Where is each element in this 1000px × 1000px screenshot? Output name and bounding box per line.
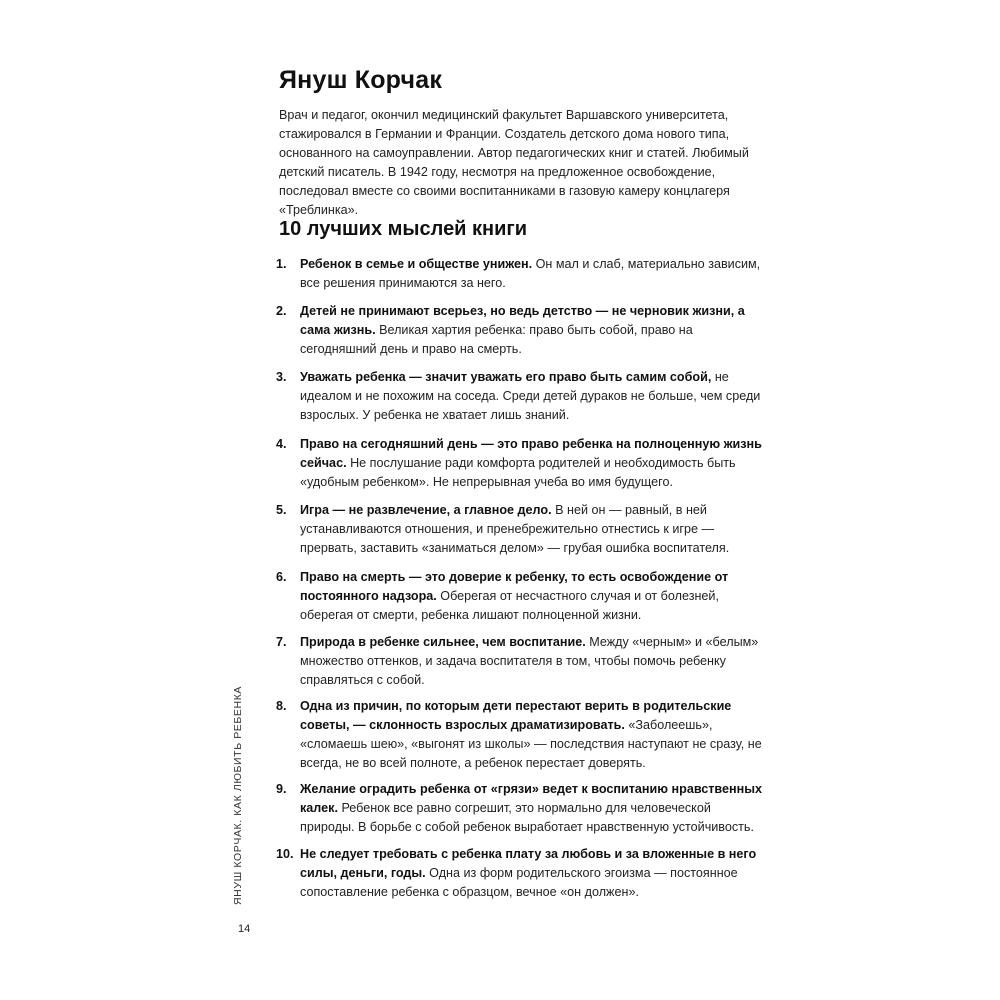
author-bio: Врач и педагог, окончил медицинский факультет Варшавского университета, стажировался в Германии и Франции. Создатель детского дома нового типа, основанного на самоуправлении. Автор педагогических книг и статей. Любимый детский писатель. В 1942 году, несмотря на предложенное освобождение, последовал вместе со своими воспитанниками в газовую камеру концлагеря «Треблинка».	[279, 108, 749, 217]
thought-text: Ребенок все равно согрешит, это нормально для человеческой природы. В борьбе с собой ребенок выработает нравственную устойчивость.	[300, 801, 754, 834]
thought-text: Великая хартия ребенка: право быть собой, право на сегодняшний день и право на смерть.	[300, 323, 693, 356]
thought-item	[276, 568, 766, 625]
thought-number: 1.	[276, 257, 287, 271]
thought-number: 10.	[276, 847, 294, 861]
thought-text: Одна из форм родительского эгоизма — постоянное сопоставление ребенка с образцом, вечное «он должен».	[300, 866, 738, 899]
thought-highlight: Уважать ребенка — значит уважать его право быть самим собой,	[300, 370, 712, 384]
author-name: Януш Корчак	[279, 66, 443, 94]
thought-number: 8.	[276, 699, 287, 713]
thought-number: 3.	[276, 370, 287, 384]
thought-text: Не послушание ради комфорта родителей и необходимость быть «удобным ребенком». Не непрерывная учеба во имя будущего.	[300, 456, 736, 489]
thought-number: 9.	[276, 782, 287, 796]
thought-text: не идеалом и не похожим на соседа. Среди детей дураков не больше, чем среди взрослых. У ребенка не хватает лишь знаний.	[300, 370, 761, 422]
thought-number: 6.	[276, 570, 287, 584]
thought-highlight: Желание оградить ребенка от «грязи» ведет к воспитанию нравственных калек.	[300, 782, 762, 815]
page-number: 14	[238, 923, 251, 935]
thought-highlight: Право на смерть — это доверие к ребенку, то есть освобождение от постоянного надзора.	[300, 570, 729, 603]
thought-text: Он мал и слаб, материально зависим, все решения принимаются за него.	[300, 257, 761, 290]
thought-item	[276, 780, 766, 837]
thought-highlight: Одна из причин, по которым дети перестают верить в родительские советы, — склонность взрослых драматизировать.	[300, 699, 732, 732]
thought-text: В ней он — равный, в ней устанавливаются отношения, и пренебрежительно отнестись к игре — прервать, заставить «заниматься делом» — грубая ошибка воспитателя.	[300, 503, 730, 555]
list-title: 10 лучших мыслей книги	[279, 218, 528, 240]
thought-item	[276, 302, 766, 359]
thought-number: 7.	[276, 635, 287, 649]
thought-item	[276, 845, 766, 902]
thought-highlight: Право на сегодняшний день — это право ребенка на полноценную жизнь сейчас.	[300, 437, 762, 470]
thought-item	[276, 435, 766, 492]
thought-item	[276, 633, 766, 690]
thought-highlight: Игра — не развлечение, а главное дело.	[300, 503, 552, 517]
thought-item	[276, 697, 766, 773]
thought-text: Между «черным» и «белым» множество оттенков, и задача воспитателя в том, чтобы помочь ребенку справляться с собой.	[300, 635, 759, 687]
thought-text: Оберегая от несчастного случая и от болезней, оберегая от смерти, ребенка лишают полноценной жизни.	[300, 589, 719, 622]
thought-highlight: Природа в ребенке сильнее, чем воспитание.	[300, 635, 586, 649]
thought-text: «Заболеешь», «сломаешь шею», «выгонят из школы» — последствия наступают не сразу, не всегда, не во всей полноте, а ребенок перестает доверять.	[300, 718, 762, 770]
thought-number: 2.	[276, 304, 287, 318]
thought-highlight: Ребенок в семье и обществе унижен.	[300, 257, 533, 271]
thought-number: 4.	[276, 437, 287, 451]
thought-item	[276, 501, 766, 558]
thought-number: 5.	[276, 503, 287, 517]
thought-item	[276, 255, 766, 293]
thought-highlight: Не следует требовать с ребенка плату за любовь и за вложенные в него силы, деньги, годы.	[300, 847, 757, 880]
thought-highlight: Детей не принимают всерьез, но ведь детство — не черновик жизни, а сама жизнь.	[300, 304, 745, 337]
running-title: ЯНУШ КОРЧАК. КАК ЛЮБИТЬ РЕБЕНКА	[232, 685, 244, 905]
thought-item	[276, 368, 766, 425]
